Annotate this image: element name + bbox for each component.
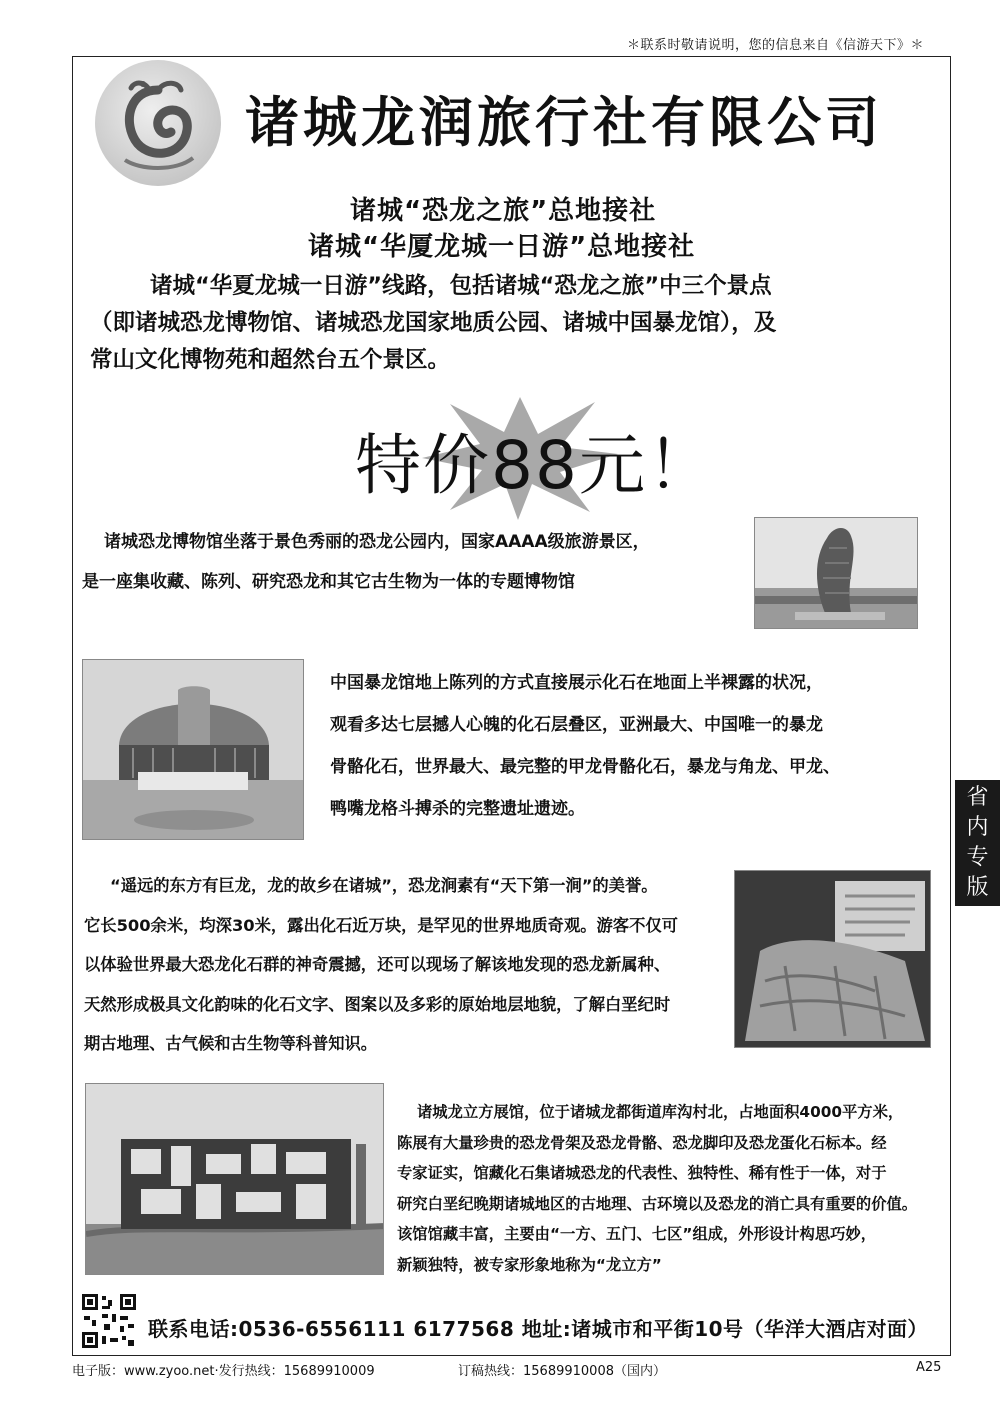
ravine-paragraph (84, 866, 734, 1064)
source-notice: ＊联系时敬请说明，您的信息来自《信游天下》＊ (626, 38, 924, 53)
side-tab-char: 内 (966, 815, 989, 840)
ravine-line: 它长500余米，均深30米，露出化石近万块，是罕见的世界地质奇观。游客不仅可 (84, 915, 678, 935)
dome-building-image (83, 660, 304, 840)
museum-line: 诸城恐龙博物馆坐落于景色秀丽的恐龙公园内，国家AAAA级旅游景区， (104, 532, 650, 552)
tyranno-paragraph (330, 662, 950, 830)
cube-line: 诸城龙立方展馆，位于诸城龙都街道库沟村北，占地面积4000平方米， (417, 1103, 904, 1121)
ravine-line: 天然形成极具文化韵味的化石文字、图案以及多彩的原始地层地貌，了解白垩纪时 (84, 994, 671, 1014)
footer-distribution: 电子版：www.zyoo.net·发行热线：15689910009 (72, 1364, 375, 1379)
dragon-cube-photo (85, 1083, 384, 1275)
cube-line: 陈展有大量珍贵的恐龙骨架及恐龙骨骼、恐龙脚印及恐龙蛋化石标本。经 (397, 1133, 887, 1152)
tyranno-line: 中国暴龙馆地上陈列的方式直接展示化石在地面上半裸露的状况， (330, 673, 823, 693)
company-name: 诸城龙润旅行社有限公司 (245, 91, 883, 154)
fossil-bed-image (735, 871, 931, 1048)
subtitle-2: 诸城“华厦龙城一日游”总地接社 (308, 232, 696, 262)
museum-paragraph (82, 522, 762, 602)
intro-line: 诸城“华夏龙城一日游”线路，包括诸城“恐龙之旅”中三个景点 (150, 273, 772, 299)
province-edition-tab (955, 780, 1000, 906)
side-tab-char: 版 (966, 875, 989, 900)
ravine-line: 以体验世界最大恐龙化石群的神奇震撼，还可以现场了解该地发现的恐龙新属种、 (84, 955, 671, 974)
tyranno-line: 鸭嘴龙格斗搏杀的完整遗址遗迹。 (330, 799, 585, 819)
cube-line: 研究白垩纪晚期诸城地区的古地理、古环境以及恐龙的消亡具有重要的价值。 (397, 1194, 918, 1213)
ravine-line: “遥远的东方有巨龙，龙的故乡在诸城”，恐龙涧素有“天下第一涧”的美誉。 (110, 876, 658, 895)
museum-line: 是一座集收藏、陈列、研究恐龙和其它古生物为一体的专题博物馆 (82, 572, 575, 592)
side-tab-char: 专 (966, 845, 989, 870)
ravine-line: 期古地理、古气候和古生物等科普知识。 (84, 1034, 378, 1053)
fossil-exhibit-photo (734, 870, 931, 1048)
tyranno-line: 观看多达七层撼人心魄的化石层叠区，亚洲最大、中国唯一的暴龙 (330, 715, 823, 735)
rock-sculpture-image (755, 518, 918, 629)
intro-line: （即诸城恐龙博物馆、诸城恐龙国家地质公园、诸城中国暴龙馆），及 (90, 310, 777, 336)
cube-paragraph (397, 1097, 957, 1280)
tyranno-line: 骨骼化石，世界最大、最完整的甲龙骨骼化石，暴龙与角龙、甲龙、 (330, 757, 840, 777)
qr-code-icon (80, 1292, 138, 1350)
special-price: 特价88元！ (355, 427, 715, 504)
company-logo (95, 60, 221, 186)
side-tab-char: 省 (966, 785, 989, 810)
cube-building-image (86, 1084, 384, 1275)
museum-rock-photo (754, 517, 918, 629)
page-number: A25 (916, 1360, 942, 1375)
cube-line: 新颖独特，被专家形象地称为“龙立方” (397, 1255, 662, 1274)
intro-paragraph (90, 268, 950, 379)
dragon-logo-icon (95, 60, 221, 186)
contact-info: 联系电话:0536-6556111 6177568 地址:诸城市和平街10号（华洋大酒店对面） (148, 1317, 929, 1341)
subtitle-1: 诸城“恐龙之旅”总地接社 (350, 196, 657, 226)
footer-order-hotline: 订稿热线：15689910008（国内） (458, 1364, 666, 1379)
dome-hall-photo (82, 659, 304, 840)
cube-line: 该馆馆藏丰富，主要由“一方、五门、七区”组成，外形设计构思巧妙， (397, 1225, 877, 1243)
intro-line: 常山文化博物苑和超然台五个景区。 (90, 347, 451, 373)
cube-line: 专家证实，馆藏化石集诸城恐龙的代表性、独特性、稀有性于一体，对于 (397, 1164, 887, 1182)
